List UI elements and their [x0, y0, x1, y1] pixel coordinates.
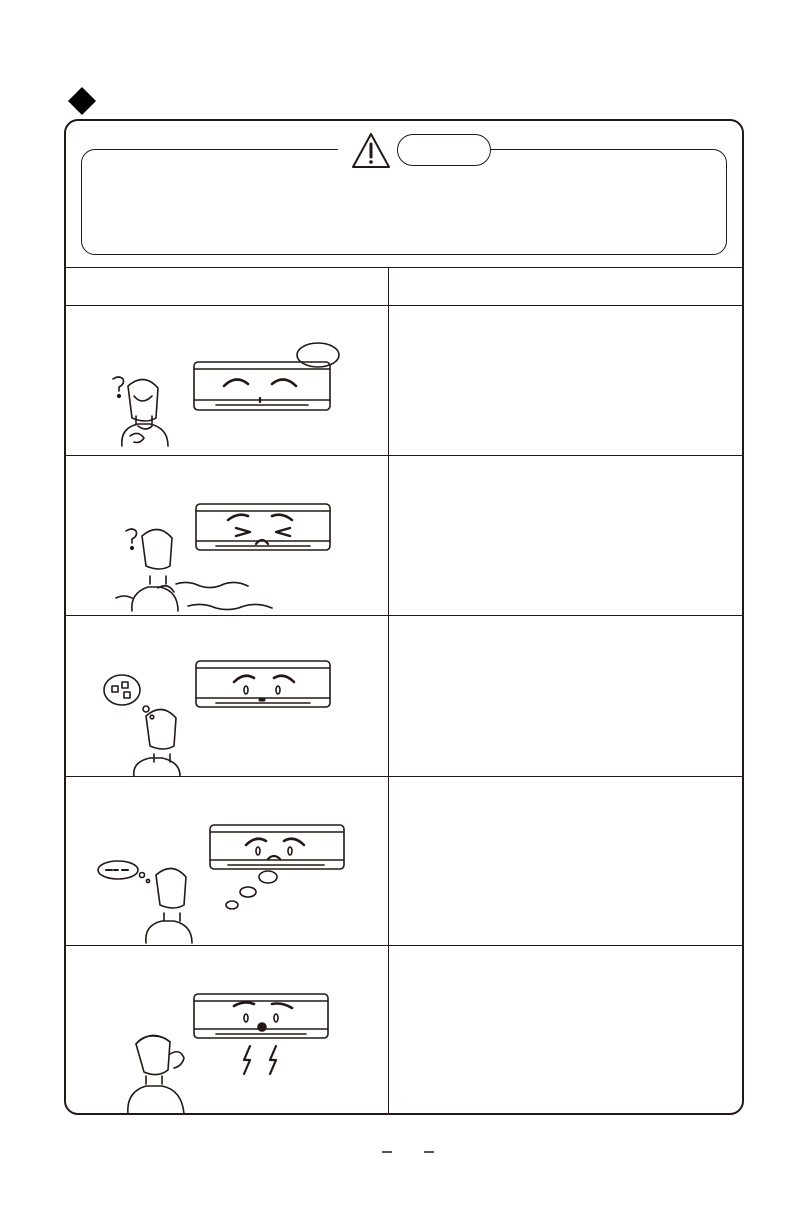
woman-thinking-ac-smell-icon	[66, 777, 388, 945]
table-row	[66, 306, 742, 455]
page-number	[368, 1142, 448, 1162]
caution-label	[397, 134, 491, 166]
table-row	[66, 946, 742, 1115]
symptom-header	[66, 267, 388, 305]
table-row	[66, 777, 742, 945]
explanation-header	[388, 267, 742, 305]
man-headache-ac-noise-icon	[66, 946, 388, 1115]
warning-triangle-icon	[351, 132, 391, 170]
table-row	[66, 616, 742, 776]
diamond-icon	[67, 86, 97, 116]
table-row	[66, 456, 742, 615]
woman-puzzled-ac-tired-icon	[66, 306, 388, 455]
troubleshooting-table-frame	[64, 119, 744, 1115]
woman-puzzled-ac-wind-icon	[66, 456, 388, 615]
woman-thinking-ac-worried-icon	[66, 616, 388, 776]
